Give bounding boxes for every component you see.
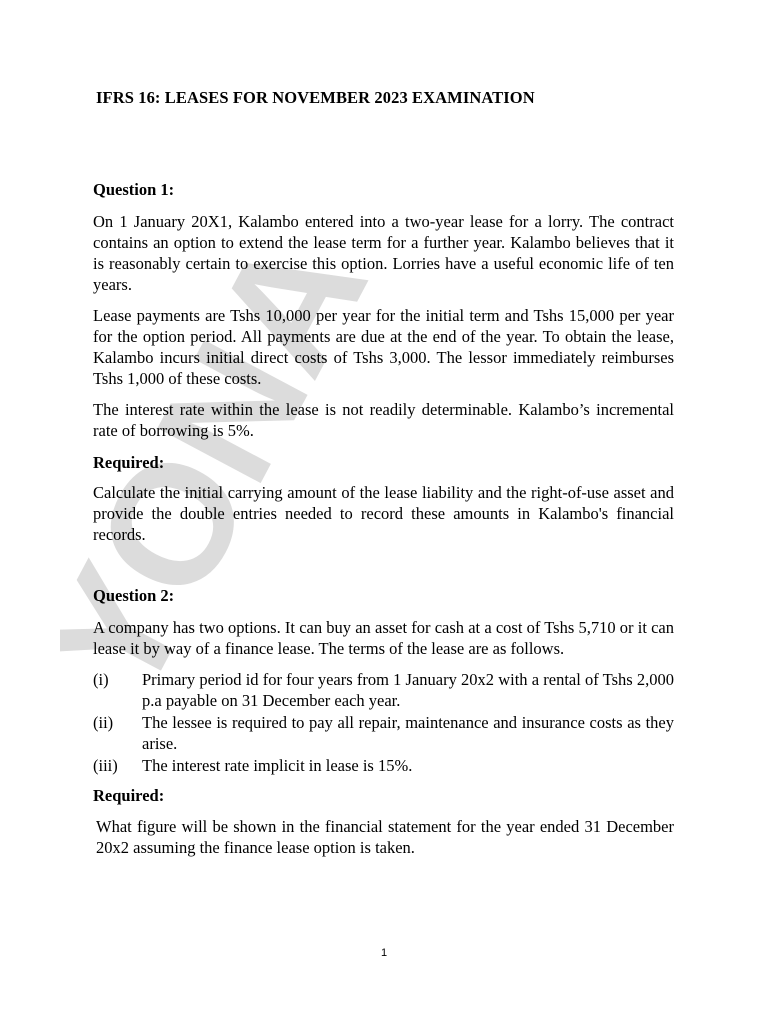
lease-term-item-number: (ii) bbox=[93, 713, 114, 732]
question-2-required-text: What figure will be shown in the financial statement for the year ended 31 December 20x2 assuming the finance lease option is taken. bbox=[96, 817, 674, 857]
lease-term-item-text: The lessee is required to pay all repair, maintenance and insurance costs as they arise. bbox=[142, 713, 674, 753]
question-1-paragraph-1: On 1 January 20X1, Kalambo entered into a two-year lease for a lorry. The contract contains an option to extend the lease term for a further year. Kalambo believes that it is reasonably certain to exercise this option. Lorries have a useful economic life of ten years. bbox=[93, 212, 674, 294]
question-2-required-heading: Required: bbox=[93, 786, 165, 805]
watermark-text: YONA bbox=[60, 240, 401, 728]
lease-term-item-text: The interest rate implicit in lease is 15%. bbox=[142, 756, 413, 775]
question-1-heading: Question 1: bbox=[93, 180, 175, 199]
question-1-required-heading: Required: bbox=[93, 453, 165, 472]
question-1-required-text: Calculate the initial carrying amount of the lease liability and the right-of-use asset and provide the double entries needed to record these amounts in Kalambo's financial records. bbox=[93, 483, 674, 544]
question-2-intro: A company has two options. It can buy an asset for cash at a cost of Tshs 5,710 or it can lease it by way of a finance lease. The terms of the lease are as follows. bbox=[93, 618, 674, 658]
lease-term-item-text: Primary period id for four years from 1 January 20x2 with a rental of Tshs 2,000 p.a payable on 31 December each year. bbox=[142, 670, 674, 710]
document-title: IFRS 16: LEASES FOR NOVEMBER 2023 EXAMINATION bbox=[96, 88, 535, 107]
question-2-heading: Question 2: bbox=[93, 586, 175, 605]
page-number: 1 bbox=[380, 947, 388, 959]
question-1-paragraph-3: The interest rate within the lease is not readily determinable. Kalambo’s incremental rate of borrowing is 5%. bbox=[93, 400, 674, 440]
lease-term-item-number: (i) bbox=[93, 670, 109, 689]
lease-term-item-number: (iii) bbox=[93, 756, 118, 775]
question-1-paragraph-2: Lease payments are Tshs 10,000 per year for the initial term and Tshs 15,000 per year for the option period. All payments are due at the end of the year. To obtain the lease, Kalambo incurs initial direct costs of Tshs 3,000. The lessor immediately reimburses Tshs 1,000 of these costs. bbox=[93, 306, 674, 388]
